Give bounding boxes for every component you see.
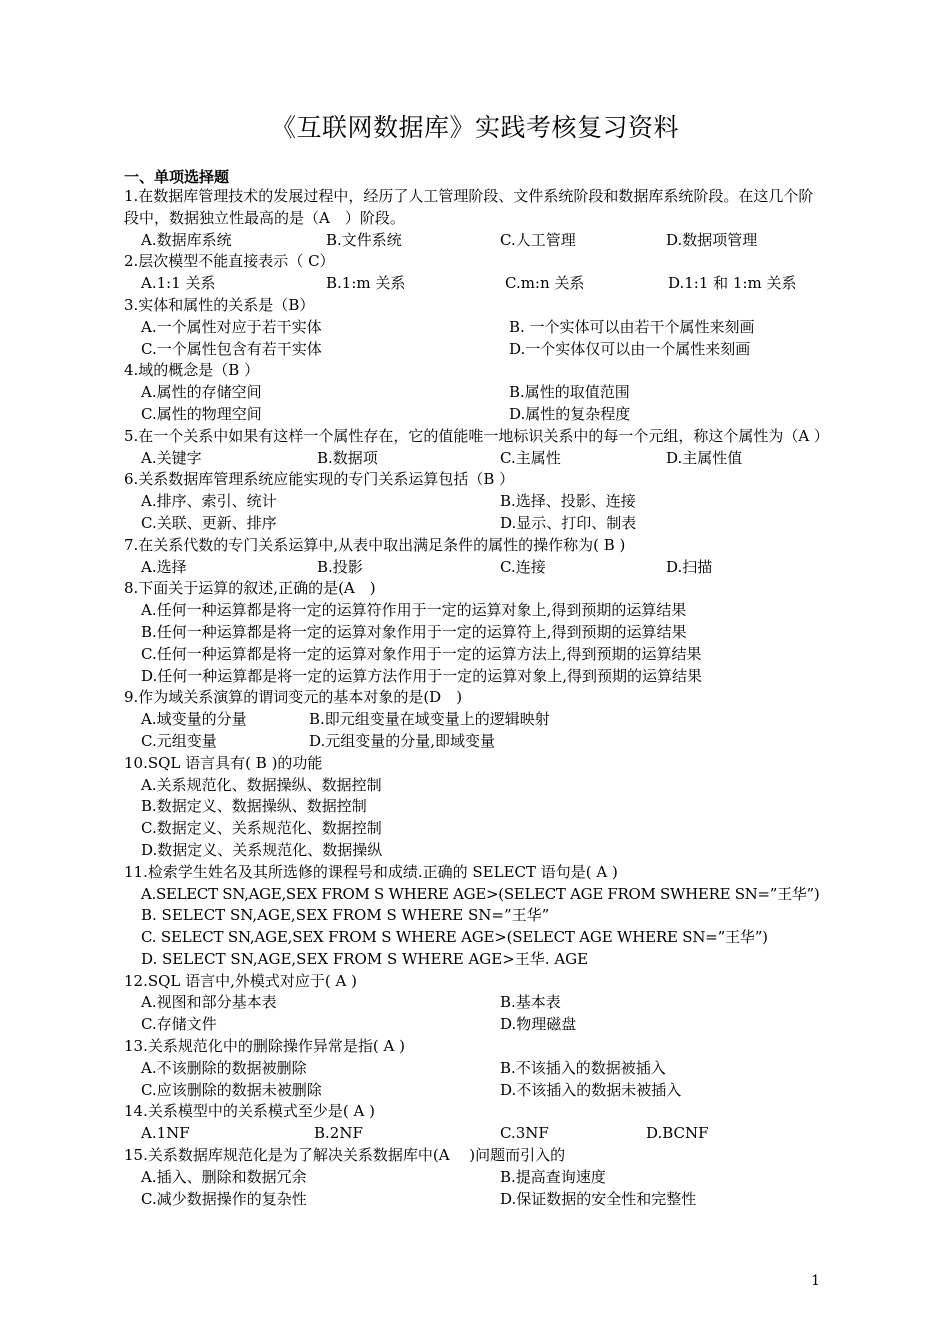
- option-b: B.选择、投影、连接: [500, 492, 636, 511]
- question-text: 2.层次模型不能直接表示（ C）: [124, 252, 335, 271]
- option-a: A.属性的存储空间: [141, 383, 262, 402]
- option-b: B.数据项: [317, 448, 378, 467]
- option-a: A.数据库系统: [141, 230, 232, 249]
- question-text: 7.在关系代数的专门关系运算中,从表中取出满足条件的属性的操作称为( B ): [124, 535, 626, 554]
- option-c: C.元组变量: [141, 731, 217, 750]
- option-a: A.关键字: [141, 448, 202, 467]
- option-row: [124, 339, 824, 361]
- option-b: B.属性的取值范围: [509, 383, 630, 402]
- question-text: 8.下面关于运算的叙述,正确的是(A ): [124, 579, 376, 598]
- question-text: 11.检索学生姓名及其所选修的课程号和成绩.正确的 SELECT 语句是( A ): [124, 862, 618, 881]
- option-row: [124, 382, 824, 404]
- option-c: C.3NF: [500, 1124, 549, 1143]
- option-d: D.扫描: [666, 557, 713, 576]
- option-row: [124, 513, 824, 535]
- option-c: C.数据定义、关系规范化、数据控制: [141, 819, 382, 838]
- question-text: 12.SQL 语言中,外模式对应于( A ): [124, 971, 357, 990]
- option-a: A.排序、索引、统计: [141, 492, 277, 511]
- option-c: C.减少数据操作的复杂性: [141, 1189, 307, 1208]
- option-c: C.属性的物理空间: [141, 404, 262, 423]
- option-row: [124, 273, 824, 295]
- option-b: B.1:m 关系: [326, 274, 406, 293]
- question-text: 6.关系数据库管理系统应能实现的专门关系运算包括（B ）: [124, 470, 515, 489]
- option-row: [124, 557, 824, 579]
- option-d: D.保证数据的安全性和完整性: [500, 1189, 697, 1208]
- option-d: D.一个实体仅可以由一个属性来刻画: [509, 339, 751, 358]
- option-c: C.一个属性包含有若干实体: [141, 339, 322, 358]
- option-a: A.SELECT SN,AGE,SEX FROM S WHERE AGE>(SELECT AGE FROM SWHERE SN=”王华”): [141, 884, 820, 903]
- option-a: A.1NF: [141, 1124, 190, 1143]
- option-b: B. 一个实体可以由若干个属性来刻画: [509, 317, 755, 336]
- option-d: D.任何一种运算都是将一定的运算方法作用于一定的运算对象上,得到预期的运算结果: [141, 666, 703, 685]
- option-row: [124, 1167, 824, 1189]
- section-heading: 一、单项选择题: [124, 168, 230, 186]
- option-b: B.数据定义、数据操纵、数据控制: [141, 797, 367, 816]
- option-row: [124, 1080, 824, 1102]
- option-b: B.基本表: [500, 993, 561, 1012]
- option-b: B. SELECT SN,AGE,SEX FROM S WHERE SN=”王华”: [141, 906, 550, 925]
- option-a: A.视图和部分基本表: [141, 993, 277, 1012]
- question-text: 9.作为域关系演算的谓词变元的基本对象的是(D ): [124, 688, 463, 707]
- option-c: C.关联、更新、排序: [141, 513, 277, 532]
- option-c: C.m:n 关系: [505, 274, 585, 293]
- option-c: C.连接: [500, 557, 546, 576]
- option-d: D.数据定义、关系规范化、数据操纵: [141, 840, 383, 859]
- option-c: C.主属性: [500, 448, 561, 467]
- question-text: 4.域的概念是（B ）: [124, 361, 260, 380]
- option-row: [124, 448, 824, 470]
- option-row: [124, 404, 824, 426]
- option-b: B.即元组变量在域变量上的逻辑映射: [309, 710, 550, 729]
- option-b: B.提高查询速度: [500, 1167, 606, 1186]
- option-a: A.1:1 关系: [141, 274, 216, 293]
- option-b: B.任何一种运算都是将一定的运算对象作用于一定的运算符上,得到预期的运算结果: [141, 622, 687, 641]
- option-row: [124, 1123, 824, 1145]
- question-text: 10.SQL 语言具有( B )的功能: [124, 753, 323, 772]
- option-row: [124, 1014, 824, 1036]
- option-row: [124, 1189, 824, 1211]
- option-row: [124, 709, 824, 731]
- option-a: A.插入、删除和数据冗余: [141, 1167, 307, 1186]
- question-text: 3.实体和属性的关系是（B）: [124, 295, 315, 314]
- option-row: [124, 731, 824, 753]
- question-text: 14.关系模型中的关系模式至少是( A ): [124, 1102, 375, 1121]
- option-d: D.显示、打印、制表: [500, 513, 637, 532]
- option-a: A.任何一种运算都是将一定的运算符作用于一定的运算对象上,得到预期的运算结果: [141, 601, 687, 620]
- option-d: D.属性的复杂程度: [509, 404, 631, 423]
- option-row: [124, 491, 824, 513]
- option-d: D.主属性值: [666, 448, 743, 467]
- question-text: 15.关系数据库规范化是为了解决关系数据库中(A )问题而引入的: [124, 1146, 566, 1165]
- question-list: [124, 186, 829, 1210]
- option-b: B.投影: [317, 557, 363, 576]
- question-text: 1.在数据库管理技术的发展过程中，经历了人工管理阶段、文件系统阶段和数据库系统阶段。在这几个阶段中，数据独立性最高的是（A ）阶段。: [124, 187, 814, 227]
- option-a: A.选择: [141, 557, 187, 576]
- option-b: B.不该插入的数据被插入: [500, 1058, 666, 1077]
- option-d: D.数据项管理: [666, 230, 758, 249]
- option-d: D.不该插入的数据未被插入: [500, 1080, 682, 1099]
- option-c: C.存储文件: [141, 1015, 217, 1034]
- option-b: B.2NF: [314, 1124, 363, 1143]
- option-a: A.域变量的分量: [141, 710, 247, 729]
- option-d: D.1:1 和 1:m 关系: [668, 274, 797, 293]
- option-d: D.元组变量的分量,即域变量: [309, 731, 496, 750]
- question-text: 13.关系规范化中的删除操作异常是指( A ): [124, 1037, 405, 1056]
- option-c: C.人工管理: [500, 230, 576, 249]
- option-c: C. SELECT SN,AGE,SEX FROM S WHERE AGE>(SELECT AGE WHERE SN=”王华”): [141, 928, 768, 947]
- option-row: [124, 317, 824, 339]
- option-a: A.一个属性对应于若干实体: [141, 317, 322, 336]
- option-row: [124, 230, 824, 252]
- option-d: D.物理磁盘: [500, 1015, 577, 1034]
- option-a: A.不该删除的数据被删除: [141, 1058, 307, 1077]
- page-number: 1: [811, 1273, 820, 1289]
- option-row: [124, 1058, 824, 1080]
- option-a: A.关系规范化、数据操纵、数据控制: [141, 775, 382, 794]
- document-title: 《互联网数据库》实践考核复习资料: [270, 113, 679, 142]
- option-d: D.BCNF: [646, 1124, 709, 1143]
- option-row: [124, 992, 824, 1014]
- option-b: B.文件系统: [326, 230, 402, 249]
- option-c: C.任何一种运算都是将一定的运算对象作用于一定的运算方法上,得到预期的运算结果: [141, 644, 702, 663]
- option-d: D. SELECT SN,AGE,SEX FROM S WHERE AGE>王华. AGE: [141, 949, 589, 968]
- question-text: 5.在一个关系中如果有这样一个属性存在，它的值能唯一地标识关系中的每一个元组，称这个属性为（A ）: [124, 426, 829, 445]
- option-c: C.应该删除的数据未被删除: [141, 1080, 322, 1099]
